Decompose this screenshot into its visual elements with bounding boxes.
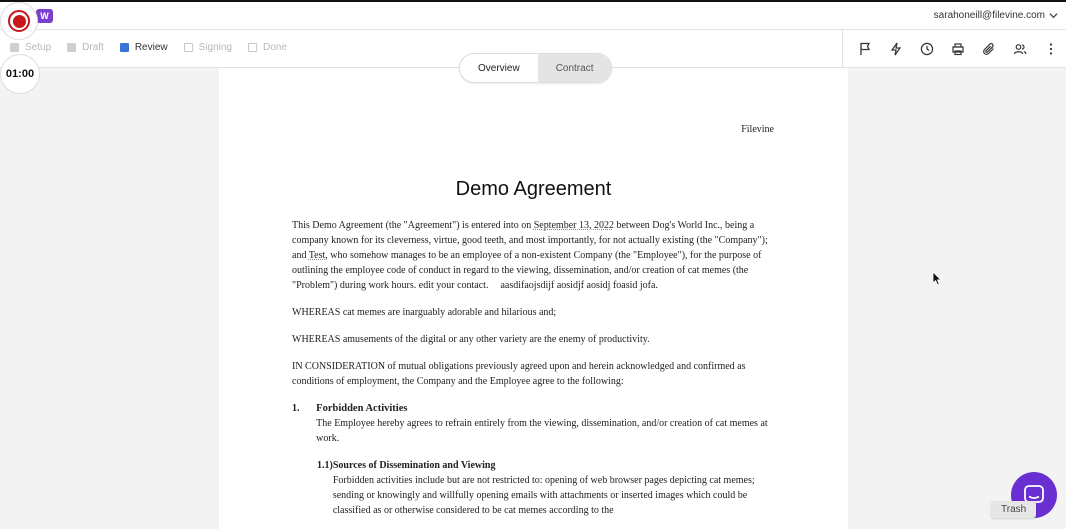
chevron-down-icon bbox=[1049, 11, 1058, 20]
section-number: 1.1) bbox=[317, 460, 333, 471]
flag-button[interactable] bbox=[849, 30, 880, 68]
step-review[interactable] bbox=[120, 42, 168, 53]
section-1-1 bbox=[317, 458, 777, 518]
step-setup[interactable] bbox=[10, 42, 51, 53]
users-icon bbox=[1013, 42, 1027, 56]
recording-timer: 01:00 bbox=[0, 54, 40, 94]
record-icon bbox=[8, 10, 30, 32]
top-bar bbox=[0, 0, 1066, 30]
section-title: Sources of Dissemination and Viewing bbox=[332, 460, 496, 471]
tab-overview[interactable]: Overview bbox=[478, 62, 520, 74]
company-name: Filevine bbox=[741, 124, 774, 135]
more-options-button[interactable] bbox=[1035, 30, 1066, 68]
tab-contract[interactable]: Contract bbox=[538, 54, 612, 82]
brand-badge: W bbox=[36, 9, 53, 23]
record-button[interactable] bbox=[0, 2, 38, 40]
printer-icon bbox=[951, 42, 965, 56]
section-title: Forbidden Activities bbox=[316, 403, 408, 414]
section-number: 1. bbox=[292, 403, 300, 414]
mouse-cursor-icon bbox=[932, 271, 942, 286]
date-field[interactable]: September 13, 2022 bbox=[533, 220, 614, 231]
section-text: Forbidden activities include but are not restricted to: opening of web browser pages depicting cat memes; sending or knowingly and willfully opening emails with attachments or inserted images which could be classified as or otherwise considered to be cat memes according to the bbox=[332, 475, 755, 516]
user-email: sarahoneill@filevine.com bbox=[933, 10, 1045, 21]
more-vertical-icon bbox=[1044, 42, 1058, 56]
step-indicator bbox=[120, 43, 129, 52]
user-menu[interactable] bbox=[934, 10, 1058, 21]
print-button[interactable] bbox=[942, 30, 973, 68]
paperclip-icon bbox=[982, 42, 996, 56]
step-label: Draft bbox=[82, 42, 104, 53]
tool-icons bbox=[842, 30, 1066, 68]
workflow-steps bbox=[10, 42, 303, 53]
whereas-paragraph: WHEREAS cat memes are inarguably adorable and hilarious and; bbox=[292, 307, 557, 318]
step-indicator bbox=[184, 43, 193, 52]
document-title: Demo Agreement bbox=[455, 178, 612, 200]
recipients-button[interactable] bbox=[1004, 30, 1035, 68]
consideration-paragraph: IN CONSIDERATION of mutual obligations previously agreed upon and herein acknowledged and confirmed as conditions of employment, the Company and the Employee agree to the following: bbox=[292, 361, 746, 387]
step-label: Signing bbox=[198, 42, 232, 53]
step-label: Review bbox=[134, 42, 168, 53]
step-draft[interactable] bbox=[67, 42, 104, 53]
attachment-button[interactable] bbox=[973, 30, 1004, 68]
step-indicator bbox=[248, 43, 257, 52]
section-1 bbox=[292, 401, 777, 446]
step-done[interactable] bbox=[248, 42, 287, 53]
document-page bbox=[219, 68, 848, 529]
step-signing[interactable] bbox=[184, 42, 232, 53]
whereas-paragraph: WHEREAS amusements of the digital or any other variety are the enemy of productivity. bbox=[292, 334, 650, 345]
section-text: The Employee hereby agrees to refrain entirely from the viewing, dissemination, and/or creation of cat memes at work. bbox=[316, 418, 768, 444]
intro-paragraph: This Demo Agreement (the "Agreement") is entered into on September 13, 2022 between Dog's World Inc., being a company known for its cleverness, virtue, good teeth, and most importantly, for not actually existing (the "Company"); and Test, who somehow manages to be an employee of a non-existent Company (the "Employee"), for the purpose of outlining the employee code of conduct in regard to the viewing, dissemination, and/or creation of cat memes (the "Problem") during work hours. edit your contact. aasdifaojsdijf aosidjf aosidj foasid jofa. bbox=[292, 220, 768, 291]
step-label: Done bbox=[262, 42, 287, 53]
view-toggle bbox=[459, 53, 612, 83]
history-button[interactable] bbox=[911, 30, 942, 68]
automation-button[interactable] bbox=[880, 30, 911, 68]
step-indicator bbox=[67, 43, 76, 52]
step-label: Setup bbox=[25, 42, 52, 53]
trash-tooltip: Trash bbox=[991, 501, 1036, 518]
step-indicator bbox=[10, 43, 19, 52]
lightning-icon bbox=[889, 42, 903, 56]
party-field[interactable]: Test bbox=[308, 250, 326, 261]
flag-icon bbox=[858, 42, 872, 56]
document-body bbox=[292, 218, 777, 518]
clock-icon bbox=[920, 42, 934, 56]
